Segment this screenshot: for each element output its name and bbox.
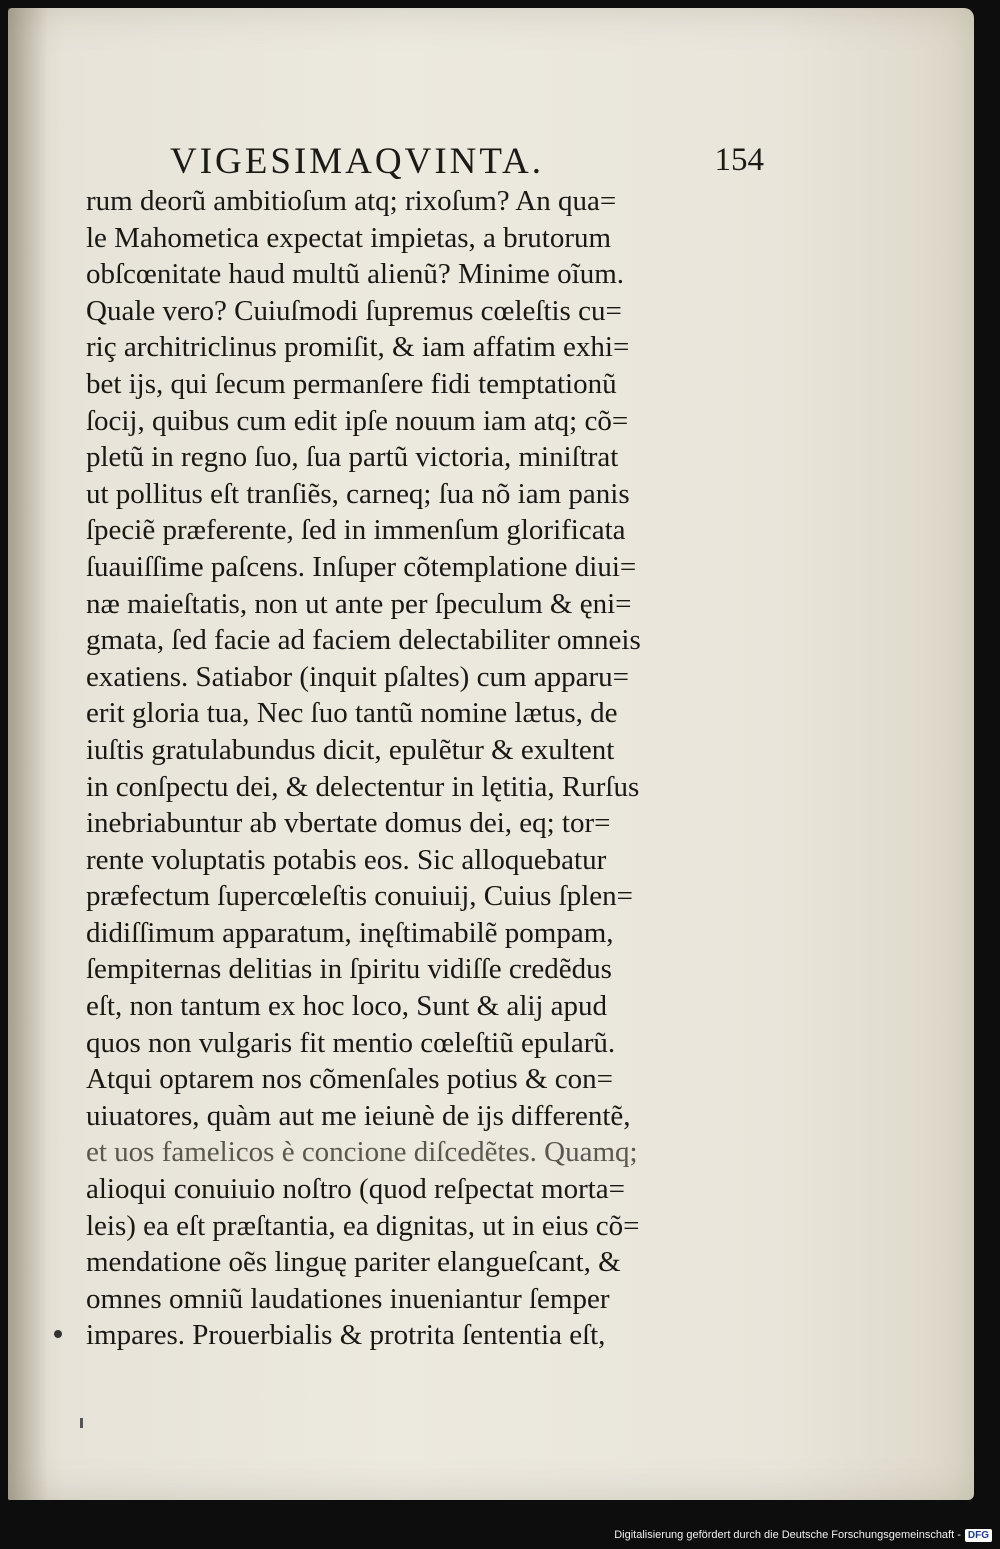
text-line: rente voluptatis potabis eos. Sic alloquebatur bbox=[86, 843, 607, 876]
text-line: ſocĳ, quibus cum edit ipſe nouum iam atq; cõ= bbox=[86, 404, 629, 437]
text-line: Quale vero? Cuiuſmodi ſupremus cœleſtis cu= bbox=[86, 294, 622, 327]
text-line: quos non vulgaris fit mentio cœleſtiũ epularũ. bbox=[86, 1026, 616, 1059]
text-line: næ maieſtatis, non ut ante per ſpeculum & ęni= bbox=[86, 587, 632, 620]
dfg-logo: DFG bbox=[965, 1529, 992, 1542]
margin-mark bbox=[80, 1418, 83, 1428]
book-page bbox=[8, 8, 974, 1500]
text-line: Atqui optarem nos cõmenſales potius & con= bbox=[86, 1063, 613, 1096]
text-line: uiuatores, quàm aut me ieiunè de ĳs differentẽ, bbox=[86, 1099, 631, 1132]
digitization-footer bbox=[614, 1525, 992, 1545]
text-line: le Mahometica expectat impietas, a brutorum bbox=[86, 221, 612, 254]
text-line: ſuauiſſime paſcens. Inſuper cõtemplatione diui= bbox=[86, 550, 637, 583]
text-line: pletũ in regno ſuo, ſua partũ victoria, miniſtrat bbox=[86, 441, 619, 474]
text-line: gmata, ſed facie ad faciem delectabiliter omneis bbox=[86, 624, 641, 657]
running-title: VIGESIMAQVINTA. bbox=[170, 141, 544, 182]
text-line: iuſtis gratulabundus dicit, epulẽtur & exultent bbox=[86, 733, 615, 766]
text-line: mendatione oẽs linguę pariter elangueſcant, & bbox=[86, 1246, 621, 1279]
text-line: eſt, non tantum ex hoc loco, Sunt & alĳ apud bbox=[86, 990, 608, 1023]
text-line: bet ĳs, qui ſecum permanſere fidi temptationũ bbox=[86, 367, 617, 400]
text-line: didiſſimum apparatum, inęſtimabilẽ pompam, bbox=[86, 916, 614, 949]
text-line: impares. Prouerbialis & protrita ſententia eſt, bbox=[86, 1319, 606, 1352]
text-line: riç architriclinus promiſit, & iam affatim exhi= bbox=[86, 331, 630, 364]
text-line: præfectum ſupercœleſtis conuiuĳ, Cuius ſplen= bbox=[86, 880, 634, 913]
text-line: ſempiternas delitias in ſpiritu vidiſſe credẽdus bbox=[86, 953, 612, 986]
footer-credit: Digitalisierung gefördert durch die Deutsche Forschungsgemeinschaft - bbox=[614, 1529, 961, 1541]
page-number: 154 bbox=[714, 142, 764, 178]
text-line: ut pollitus eſt tranſiẽs, carneq; ſua nõ iam panis bbox=[86, 477, 630, 510]
text-line: in conſpectu dei, & delectentur in lętitia, Rurſus bbox=[86, 770, 640, 803]
body-text bbox=[86, 183, 774, 1354]
margin-dot bbox=[54, 1330, 62, 1338]
text-line: ſpeciẽ præferente, ſed in immenſum glorificata bbox=[86, 514, 626, 547]
text-line: omnes omniũ laudationes inueniantur ſemper bbox=[86, 1282, 610, 1315]
running-head bbox=[170, 140, 770, 180]
text-line: leis) ea eſt præſtantia, ea dignitas, ut in eius cõ= bbox=[86, 1209, 640, 1242]
text-line: exatiens. Satiabor (inquit pſaltes) cum apparu= bbox=[86, 660, 630, 693]
text-line: erit gloria tua, Nec ſuo tantũ nomine lætus, de bbox=[86, 697, 618, 730]
text-line: alioqui conuiuio noſtro (quod reſpectat morta= bbox=[86, 1173, 626, 1206]
text-line: rum deorũ ambitioſum atq; rixoſum? An qua= bbox=[86, 185, 617, 217]
text-line: obſcœnitate haud multũ alienũ? Minime oĩum. bbox=[86, 258, 625, 291]
text-line: et uos famelicos è concione diſcedẽtes. Quamq; bbox=[86, 1136, 638, 1169]
text-line: inebriabuntur ab vbertate domus dei, eq; tor= bbox=[86, 807, 611, 840]
